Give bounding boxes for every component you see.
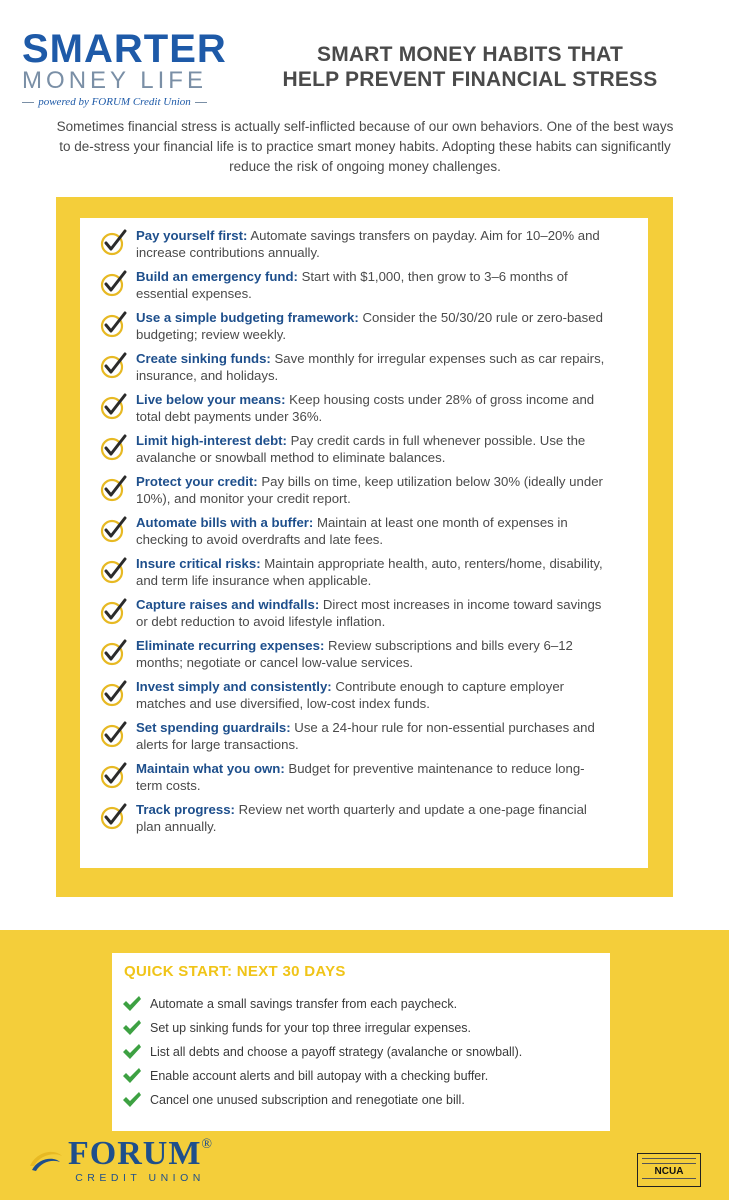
habit-text bbox=[136, 433, 610, 466]
gold-ring-check-icon bbox=[100, 556, 128, 584]
habit-label: Track progress: bbox=[136, 802, 235, 817]
gold-ring-check-icon bbox=[100, 228, 128, 256]
gold-ring-check-icon bbox=[100, 269, 128, 297]
habit-label: Use a simple budgeting framework: bbox=[136, 310, 359, 325]
quick-start-text: Enable account alerts and bill autopay with a checking buffer. bbox=[150, 1069, 489, 1083]
habits-panel bbox=[80, 218, 648, 868]
quick-start-title: QUICK START: NEXT 30 DAYS bbox=[124, 963, 346, 980]
gold-ring-check-icon bbox=[100, 515, 128, 543]
quick-start-item bbox=[122, 1091, 465, 1109]
habit-description: Pay credit cards in full whenever possible. Use the avalanche or snowball method to eliminate balances. bbox=[136, 433, 586, 465]
habit-label: Invest simply and consistently: bbox=[136, 679, 332, 694]
quick-start-item bbox=[122, 1019, 471, 1037]
habit-text bbox=[136, 351, 610, 384]
habit-text bbox=[136, 474, 610, 507]
gold-ring-check-icon bbox=[100, 679, 128, 707]
green-check-icon bbox=[122, 1019, 142, 1037]
quick-start-text: Automate a small savings transfer from each paycheck. bbox=[150, 997, 458, 1011]
quick-start-text: List all debts and choose a payoff strategy (avalanche or snowball). bbox=[150, 1045, 523, 1059]
habit-item bbox=[100, 515, 610, 548]
quick-start-panel bbox=[112, 953, 610, 1131]
habit-label: Live below your means: bbox=[136, 392, 286, 407]
gold-ring-check-icon bbox=[100, 597, 128, 625]
habit-description: Start with $1,000, then grow to 3–6 months of essential expenses. bbox=[136, 269, 568, 301]
habit-description: Review subscriptions and bills every 6–12 months; negotiate or cancel low-value services. bbox=[136, 638, 573, 670]
habit-description: Consider the 50/30/20 rule or zero-based budgeting; review weekly. bbox=[136, 310, 603, 342]
habit-description: Pay bills on time, keep utilization below 30% (ideally under 10%), and monitor your credit report. bbox=[136, 474, 603, 506]
habit-text bbox=[136, 720, 610, 753]
habit-text bbox=[136, 761, 610, 794]
green-check-icon bbox=[122, 1091, 142, 1109]
habit-label: Automate bills with a buffer: bbox=[136, 515, 314, 530]
habit-description: Contribute enough to capture employer matches and use diversified, low-cost index funds. bbox=[136, 679, 565, 711]
quick-start-item bbox=[122, 1043, 522, 1061]
logo-line-2: MONEY LIFE bbox=[22, 67, 207, 94]
gold-ring-check-icon bbox=[100, 761, 128, 789]
habit-item bbox=[100, 351, 610, 384]
ncua-label: NCUA bbox=[654, 1166, 684, 1177]
habit-label: Insure critical risks: bbox=[136, 556, 261, 571]
forum-swirl-icon bbox=[28, 1146, 64, 1176]
quick-start-item bbox=[122, 1067, 488, 1085]
habit-item bbox=[100, 638, 610, 671]
logo-rule-right bbox=[195, 102, 207, 103]
habit-item bbox=[100, 679, 610, 712]
gold-ring-check-icon bbox=[100, 638, 128, 666]
habit-text bbox=[136, 802, 610, 835]
habit-label: Pay yourself first: bbox=[136, 228, 248, 243]
habit-description: Budget for preventive maintenance to reduce long-term costs. bbox=[136, 761, 585, 793]
habit-text bbox=[136, 310, 610, 343]
habit-item bbox=[100, 392, 610, 425]
forum-credit-union-text: CREDIT UNION bbox=[75, 1172, 205, 1184]
habit-text bbox=[136, 597, 610, 630]
habit-description: Maintain appropriate health, auto, renters/home, disability, and term life insurance when applicable. bbox=[136, 556, 603, 588]
habit-label: Eliminate recurring expenses: bbox=[136, 638, 325, 653]
habit-text bbox=[136, 392, 610, 425]
page-title-line-1: SMART MONEY HABITS THAT bbox=[317, 43, 623, 66]
habit-item bbox=[100, 556, 610, 589]
habit-label: Create sinking funds: bbox=[136, 351, 271, 366]
gold-ring-check-icon bbox=[100, 392, 128, 420]
habit-description: Review net worth quarterly and update a one-page financial plan annually. bbox=[136, 802, 587, 834]
ncua-fine-print-bottom bbox=[642, 1178, 696, 1182]
habit-item bbox=[100, 269, 610, 302]
logo-tagline-row bbox=[22, 96, 207, 108]
habit-label: Limit high-interest debt: bbox=[136, 433, 287, 448]
ncua-badge bbox=[637, 1153, 701, 1187]
habit-label: Protect your credit: bbox=[136, 474, 258, 489]
page-title bbox=[250, 42, 690, 92]
habit-text bbox=[136, 638, 610, 671]
logo-line-1: SMARTER bbox=[22, 27, 227, 71]
green-check-icon bbox=[122, 1043, 142, 1061]
habit-text bbox=[136, 228, 610, 261]
habit-item bbox=[100, 228, 610, 261]
habit-item bbox=[100, 720, 610, 753]
habit-item bbox=[100, 310, 610, 343]
gold-ring-check-icon bbox=[100, 474, 128, 502]
logo-tagline: powered by FORUM Credit Union bbox=[38, 96, 191, 108]
forum-registered-mark: ® bbox=[201, 1137, 213, 1152]
logo-rule-left bbox=[22, 102, 34, 103]
gold-ring-check-icon bbox=[100, 351, 128, 379]
habit-item bbox=[100, 802, 610, 835]
smarter-money-life-logo bbox=[22, 27, 227, 108]
habit-text bbox=[136, 679, 610, 712]
habit-description: Direct most increases in income toward savings or debt reduction to avoid lifestyle inflation. bbox=[136, 597, 602, 629]
habit-label: Build an emergency fund: bbox=[136, 269, 298, 284]
habit-description: Use a 24-hour rule for non-essential purchases and alerts for large transactions. bbox=[136, 720, 595, 752]
habit-description: Keep housing costs under 28% of gross income and total debt payments under 36%. bbox=[136, 392, 595, 424]
green-check-icon bbox=[122, 1067, 142, 1085]
habit-label: Capture raises and windfalls: bbox=[136, 597, 320, 612]
habit-text bbox=[136, 515, 610, 548]
intro-paragraph: Sometimes financial stress is actually self-inflicted because of our own behaviors. One of the best ways to de-stress your financial life is to practice smart money habits. Adopting these habits can significantly reduce the risk of ongoing money challenges. bbox=[56, 119, 674, 174]
habit-item bbox=[100, 761, 610, 794]
habit-label: Set spending guardrails: bbox=[136, 720, 291, 735]
ncua-fine-print-top bbox=[642, 1158, 696, 1164]
forum-name: FORUM bbox=[68, 1135, 202, 1172]
gold-ring-check-icon bbox=[100, 802, 128, 830]
page-title-line-2: HELP PREVENT FINANCIAL STRESS bbox=[282, 68, 658, 91]
gold-ring-check-icon bbox=[100, 433, 128, 461]
habit-label: Maintain what you own: bbox=[136, 761, 285, 776]
habit-description: Save monthly for irregular expenses such as car repairs, insurance, and holidays. bbox=[136, 351, 605, 383]
habit-item bbox=[100, 433, 610, 466]
green-check-icon bbox=[122, 995, 142, 1013]
quick-start-text: Cancel one unused subscription and renegotiate one bill. bbox=[150, 1093, 465, 1107]
habit-item bbox=[100, 474, 610, 507]
quick-start-item bbox=[122, 995, 457, 1013]
forum-credit-union-logo bbox=[28, 1137, 212, 1184]
gold-ring-check-icon bbox=[100, 720, 128, 748]
habit-item bbox=[100, 597, 610, 630]
habit-description: Maintain at least one month of expenses in checking to avoid overdrafts and late fees. bbox=[136, 515, 568, 547]
habit-description: Automate savings transfers on payday. Aim for 10–20% and increase contributions annually. bbox=[136, 228, 600, 260]
habit-text bbox=[136, 556, 610, 589]
quick-start-text: Set up sinking funds for your top three irregular expenses. bbox=[150, 1021, 472, 1035]
habit-text bbox=[136, 269, 610, 302]
gold-ring-check-icon bbox=[100, 310, 128, 338]
